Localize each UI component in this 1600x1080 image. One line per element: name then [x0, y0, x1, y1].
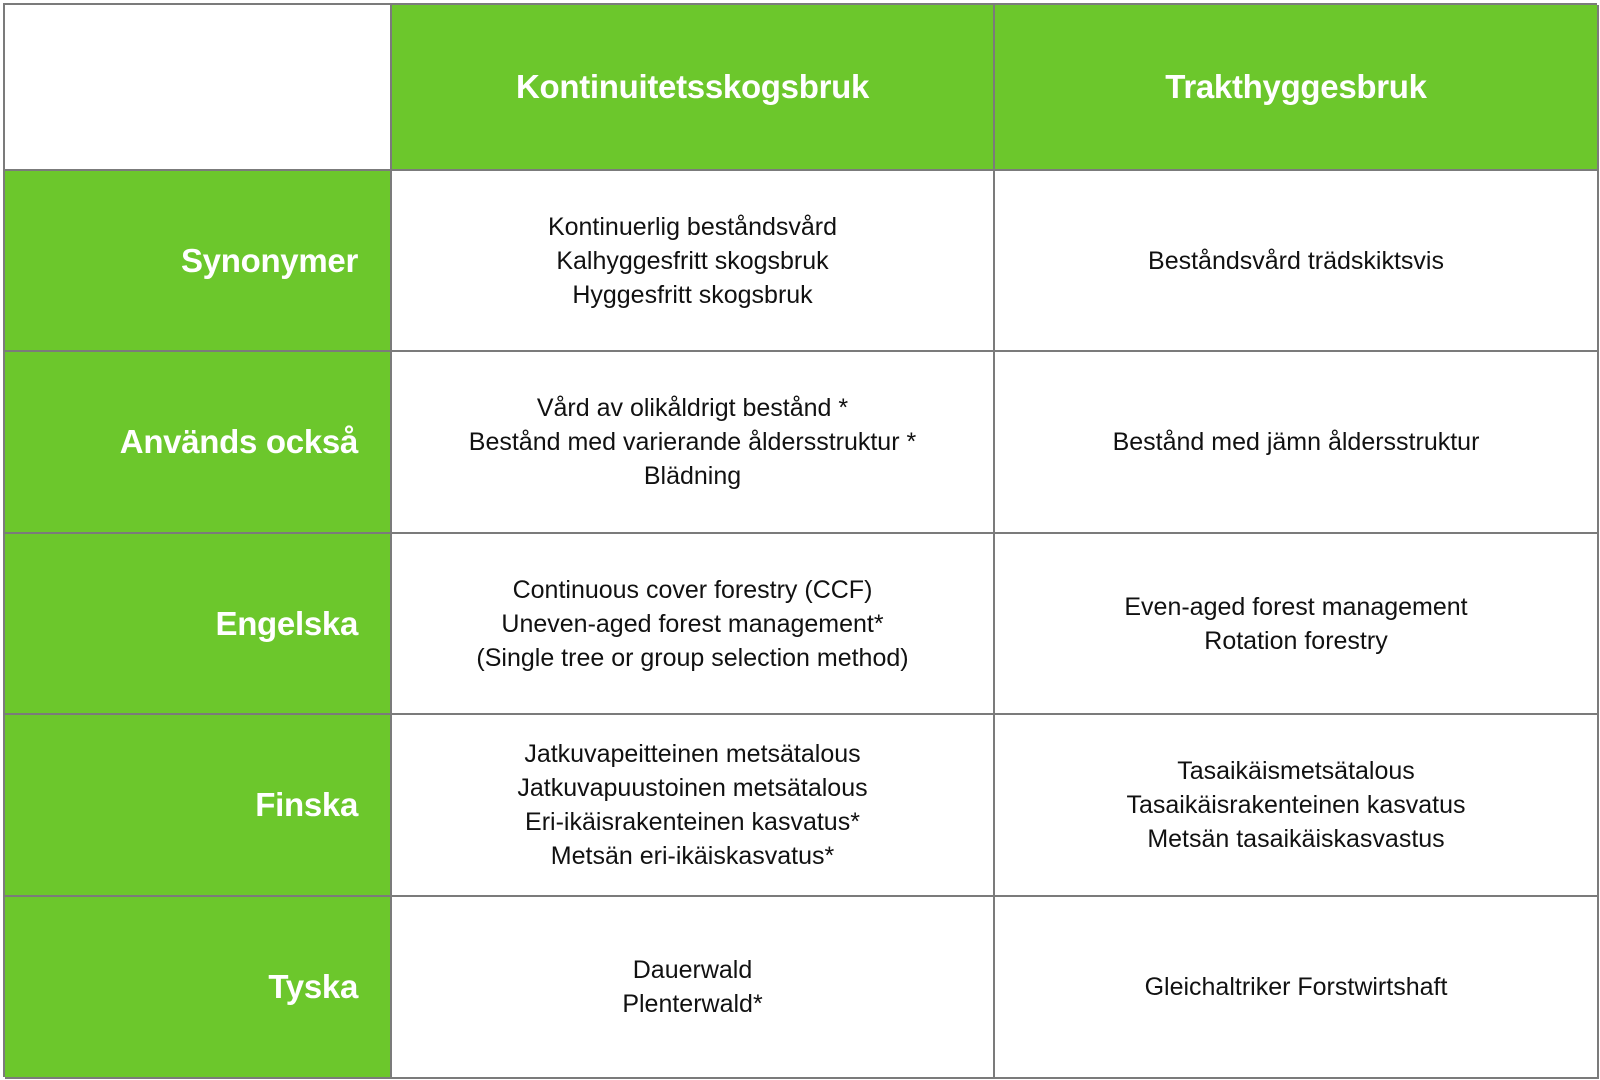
row-header-finska: Finska: [5, 715, 392, 897]
cell-line: Jatkuvapeitteinen metsätalous: [524, 740, 861, 768]
table-cell: [995, 715, 1599, 897]
cell-line: Uneven-aged forest management*: [501, 609, 884, 638]
cell-line: Rotation forestry: [1204, 626, 1388, 655]
cell-line: Beståndsvård trädskiktsvis: [1148, 246, 1444, 275]
row-header-tyska: Tyska: [5, 897, 392, 1079]
cell-line: Continuous cover forestry (CCF): [512, 575, 873, 604]
cell-line: Kontinuerlig beståndsvård: [547, 212, 838, 241]
cell-line: Metsän eri-ikäiskasvatus*: [550, 842, 835, 870]
row-header-synonymer: Synonymer: [5, 171, 392, 352]
cell-line: Bestånd med jämn åldersstruktur: [1112, 428, 1480, 456]
table-cell: [995, 171, 1599, 352]
table-cell: [392, 352, 995, 534]
cell-line: Tasaikäisrakenteinen kasvatus: [1126, 791, 1466, 819]
table-cell: [392, 715, 995, 897]
row-header-anvands-ocksa: Används också: [5, 352, 392, 534]
table-cell: [995, 897, 1599, 1079]
cell-line: Hyggesfritt skogsbruk: [572, 280, 813, 309]
row-header-engelska: Engelska: [5, 534, 392, 715]
table-cell: [392, 171, 995, 352]
cell-line: Plenterwald*: [622, 990, 763, 1018]
cell-line: Tasaikäismetsätalous: [1177, 757, 1415, 785]
cell-line: Vård av olikåldrigt bestånd *: [536, 394, 849, 422]
table-cell: [392, 534, 995, 715]
cell-line: Eri-ikäisrakenteinen kasvatus*: [525, 808, 860, 836]
cell-line: Jatkuvapuustoinen metsätalous: [517, 774, 868, 802]
cell-line: Blädning: [643, 462, 742, 490]
cell-line: (Single tree or group selection method): [476, 643, 909, 672]
column-header-kontinuitetsskogsbruk: Kontinuitetsskogsbruk: [392, 5, 995, 171]
cell-line: Bestånd med varierande åldersstruktur *: [468, 428, 917, 456]
cell-line: Even-aged forest management: [1124, 592, 1468, 621]
table-cell: [995, 534, 1599, 715]
table-cell: [995, 352, 1599, 534]
cell-line: Gleichaltriker Forstwirtshaft: [1144, 973, 1448, 1001]
cell-line: Metsän tasaikäiskasvastus: [1147, 825, 1445, 853]
cell-line: Dauerwald: [632, 956, 753, 984]
comparison-table: [3, 3, 1597, 1077]
column-header-trakthyggesbruk: Trakthyggesbruk: [995, 5, 1599, 171]
table-cell: [392, 897, 995, 1079]
table-corner-cell: [5, 5, 392, 171]
cell-line: Kalhyggesfritt skogsbruk: [556, 246, 829, 275]
